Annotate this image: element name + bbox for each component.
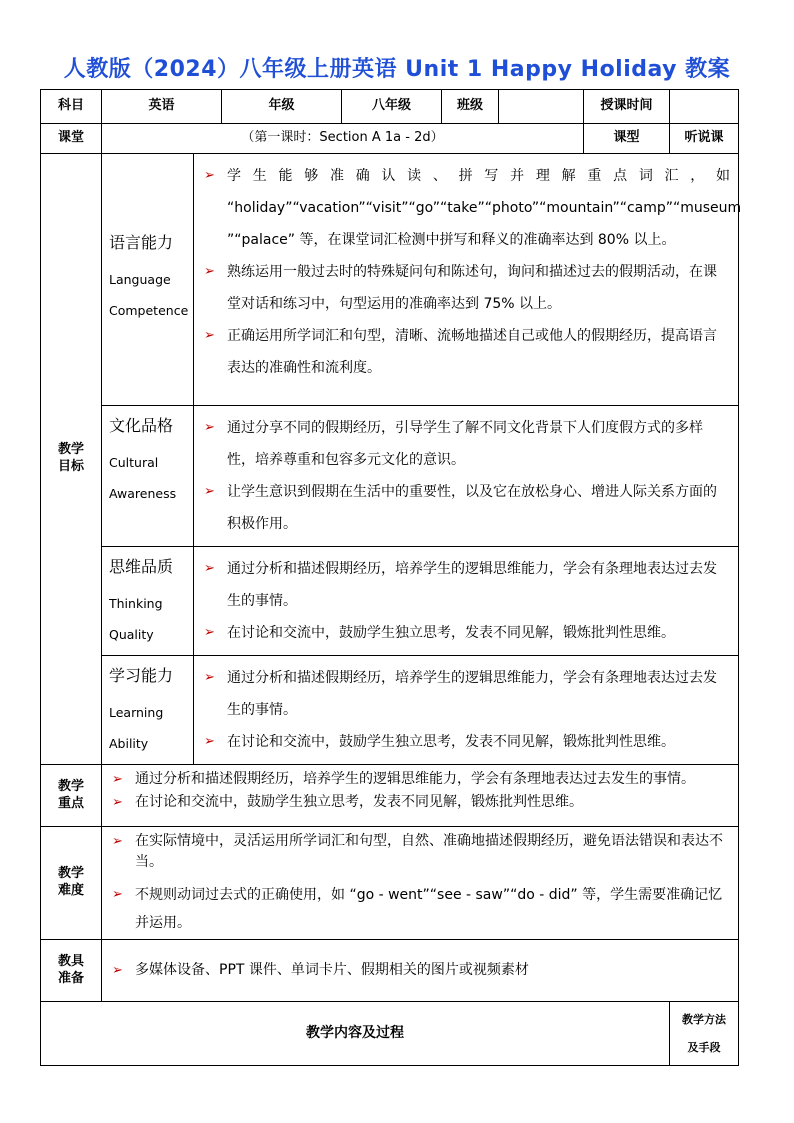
category-cn: 思维品质 [109,557,174,576]
document-title: 人教版（2024）八年级上册英语 Unit 1 Happy Holiday 教案 [63,57,731,82]
time-value [670,90,739,124]
objective-row-language [41,154,739,406]
process-header-row [41,1002,739,1066]
bullet-text: 正确运用所学词汇和句型，清晰、流畅地描述自己或他人的假期经历，提高语言表达的准确性和流利度。 [227,328,717,376]
bullet-item [200,617,730,649]
bullet-item [200,320,730,384]
category-en1: Language [109,271,171,287]
prep-label [41,940,102,1002]
subject-label: 科目 [41,90,102,124]
prep-row [41,940,739,1002]
objective-row-learning [41,656,739,765]
bullet-text: 通过分析和描述假期经历，培养学生的逻辑思维能力，学会有条理地表达过去发生的事情。 [227,561,717,609]
arrow-bullet-icon: ➢ [112,834,123,849]
category-en2: Quality [109,626,154,642]
category-en1: Cultural [109,454,159,470]
bullet-item [200,476,730,540]
method-label-line2: 及手段 [687,1040,721,1054]
prep-content [102,940,739,1002]
key-points-label [41,765,102,827]
bullet-item [200,256,730,320]
arrow-bullet-icon: ➢ [204,168,215,183]
difficulties-label [41,827,102,940]
arrow-bullet-icon: ➢ [204,420,215,435]
bullet-text: 在讨论和交流中，鼓励学生独立思考，发表不同见解，锻炼批判性思维。 [227,625,675,641]
type-label: 课型 [584,124,670,154]
arrow-bullet-icon: ➢ [204,625,215,640]
objectives-label [41,154,102,765]
arrow-bullet-icon: ➢ [112,963,123,978]
bullet-item [200,412,730,476]
category-en1: Learning [109,704,164,720]
objective-content [194,406,739,547]
bullet-item [108,831,730,873]
difficulties-content [102,827,739,940]
type-value: 听说课 [670,124,739,154]
arrow-bullet-icon: ➢ [204,328,215,343]
difficulties-label-line1: 教学 [57,866,84,882]
objective-row-cultural [41,406,739,547]
objective-category [102,656,194,765]
arrow-bullet-icon: ➢ [204,670,215,685]
key-points-row [41,765,739,827]
bullet-item [200,726,730,758]
difficulties-row [41,827,739,940]
key-points-content [102,765,739,827]
bullet-item [108,960,730,981]
objective-category [102,406,194,547]
arrow-bullet-icon: ➢ [112,772,123,787]
class-value [499,90,584,124]
objective-content [194,154,742,406]
lesson-label: 课堂 [41,124,102,154]
difficulties-label-line2: 难度 [57,883,84,898]
bullet-text: 让学生意识到假期在生活中的重要性，以及它在放松身心、增进人际关系方面的积极作用。 [227,484,717,532]
bullet-item [200,662,730,726]
process-content-label: 教学内容及过程 [41,1002,670,1066]
arrow-bullet-icon: ➢ [204,734,215,749]
objective-content [194,547,739,656]
category-cn: 文化品格 [109,416,174,435]
bullet-text: 多媒体设备、PPT 课件、单词卡片、假期相关的图片或视频素材 [135,962,529,978]
grade-value: 八年级 [342,90,442,124]
bullet-text: 通过分析和描述假期经历，培养学生的逻辑思维能力，学会有条理地表达过去发生的事情。 [135,771,695,787]
objective-content [194,656,739,765]
category-cn: 学习能力 [109,666,174,685]
arrow-bullet-icon: ➢ [112,795,123,810]
process-method-label [670,1002,739,1066]
bullet-text: 通过分享不同的假期经历，引导学生了解不同文化背景下人们度假方式的多样性，培养尊重和包容多元文化的意识。 [227,420,703,468]
header-row [41,90,739,124]
time-label: 授课时间 [584,90,670,124]
key-points-label-line1: 教学 [57,778,84,794]
subject-value: 英语 [102,90,222,124]
lesson-row [41,124,739,154]
objectives-label-line2: 目标 [57,459,84,474]
category-en2: Awareness [109,485,177,501]
bullet-item [108,881,730,937]
objective-category [102,547,194,656]
bullet-text: 不规则动词过去式的正确使用，如 “go - went”“see - saw”“do - did” 等，学生需要准确记忆并运用。 [135,887,723,931]
arrow-bullet-icon: ➢ [204,264,215,279]
method-label-line1: 教学方法 [682,1012,727,1026]
bullet-item [200,553,730,617]
bullet-text: 在讨论和交流中，鼓励学生独立思考，发表不同见解，锻炼批判性思维。 [227,734,675,750]
grade-label: 年级 [222,90,342,124]
bullet-text: 熟练运用一般过去时的特殊疑问句和陈述句，询问和描述过去的假期活动，在课堂对话和练习中，句型运用的准确率达到 75% 以上。 [227,264,717,312]
bullet-text: 学 生 能 够 准 确 认 读 、 拼 写 并 理 解 重 点 词 汇 ， 如 “holiday”“vacation”“visit”“go”“take”“photo”“mountain”“camp”“museum ”“palace” 等，在课堂词汇检测中拼写和释义的准确率达到 80% 以上。 [227,168,742,248]
lesson-value: （第一课时：Section A 1a - 2d） [102,124,584,154]
class-label: 班级 [442,90,499,124]
objective-row-thinking [41,547,739,656]
arrow-bullet-icon: ➢ [112,887,123,902]
objective-category [102,154,194,406]
bullet-text: 在讨论和交流中，鼓励学生独立思考，发表不同见解，锻炼批判性思维。 [135,794,583,810]
category-cn: 语言能力 [109,233,174,253]
category-en2: Ability [109,735,149,751]
arrow-bullet-icon: ➢ [204,561,215,576]
category-en1: Thinking [109,595,163,611]
bullet-item [108,792,730,813]
arrow-bullet-icon: ➢ [204,484,215,499]
objectives-label-line1: 教学 [57,442,84,458]
bullet-item [108,769,730,790]
prep-label-line2: 准备 [57,970,84,986]
lesson-plan-table [40,89,742,1066]
bullet-text: 在实际情境中，灵活运用所学词汇和句型，自然、准确地描述假期经历，避免语法错误和表达不当。 [135,833,723,870]
key-points-label-line2: 重点 [57,795,84,811]
bullet-text: 通过分析和描述假期经历，培养学生的逻辑思维能力，学会有条理地表达过去发生的事情。 [227,670,717,718]
bullet-item [200,160,742,256]
category-en2: Competence [109,302,189,318]
prep-label-line1: 教具 [57,953,84,969]
